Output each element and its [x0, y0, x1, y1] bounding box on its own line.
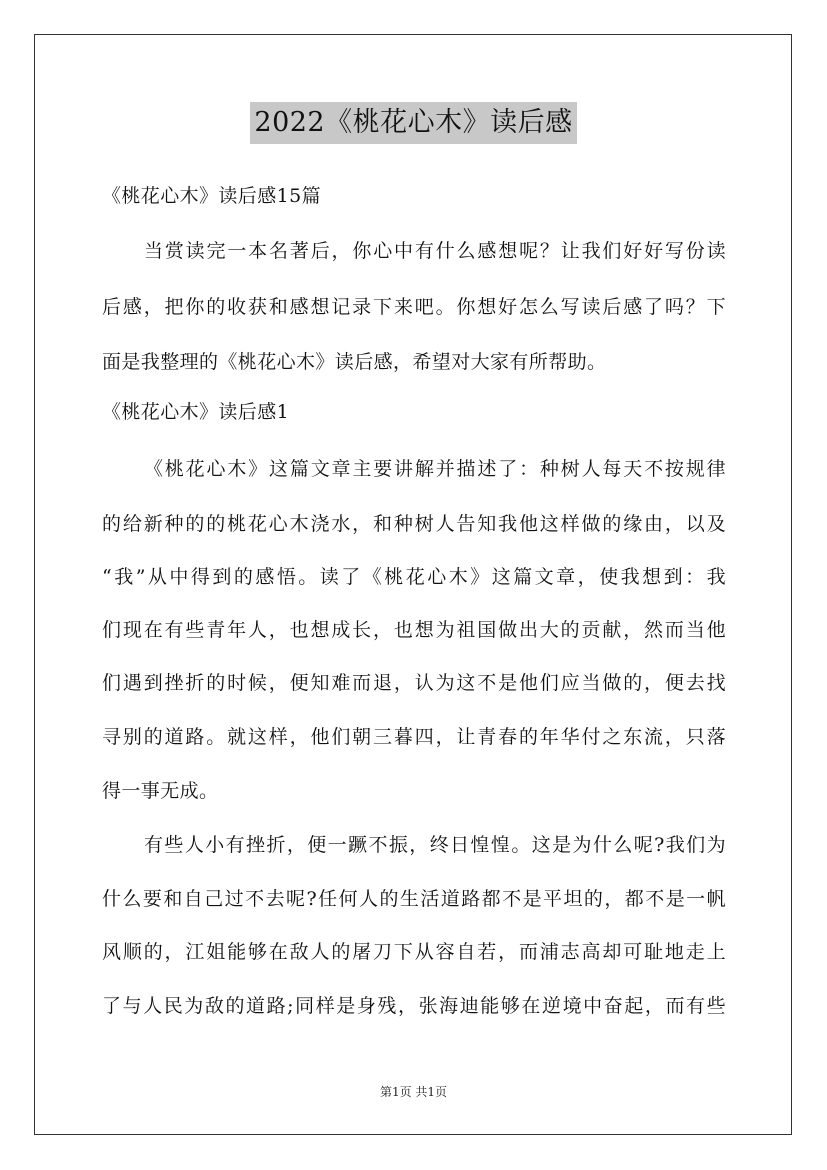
- paragraph1-line-6: 寻别的道路。就这样，他们朝三暮四，让青春的年华付之东流，只落: [102, 726, 726, 748]
- document-title: 2022《桃花心木》读后感: [250, 102, 576, 144]
- paragraph1-line-5: 们遇到挫折的时候，便知难而退，认为这不是他们应当做的，便去找: [102, 672, 726, 694]
- paragraph2-line-4: 了与人民为敌的道路;同样是身残，张海迪能够在逆境中奋起，而有些: [102, 995, 726, 1017]
- paragraph1-line-2: 的给新种的的桃花心木浇水，和种树人告知我他这样做的缘由，以及: [102, 513, 726, 535]
- section-heading: 《桃花心木》读后感1: [102, 401, 290, 423]
- paragraph2-line-1: 有些人小有挫折，便一蹶不振，终日惶惶。这是为什么呢?我们为: [144, 834, 726, 856]
- paragraph1-line-1: 《桃花心木》这篇文章主要讲解并描述了：种树人每天不按规律: [144, 458, 726, 480]
- page-footer: 第1页 共1页: [379, 1085, 448, 1099]
- paragraph1-line-7: 得一事无成。: [102, 780, 219, 802]
- intro-line-1: 当赏读完一本名著后，你心中有什么感想呢？让我们好好写份读: [144, 240, 726, 262]
- document-subtitle: 《桃花心木》读后感15篇: [102, 185, 321, 207]
- paragraph2-line-3: 风顺的，江姐能够在敌人的屠刀下从容自若，而浦志高却可耻地走上: [102, 941, 726, 963]
- paragraph1-line-4: 们现在有些青年人，也想成长，也想为祖国做出大的贡献，然而当他: [102, 619, 726, 641]
- paragraph1-line-3: “我”从中得到的感悟。读了《桃花心木》这篇文章，使我想到：我: [102, 566, 726, 588]
- paragraph2-line-2: 什么要和自己过不去呢?任何人的生活道路都不是平坦的，都不是一帆: [102, 888, 726, 910]
- title-container: [0, 102, 827, 144]
- intro-line-2: 后感，把你的收获和感想记录下来吧。你想好怎么写读后感了吗？下: [102, 296, 726, 318]
- intro-line-3: 面是我整理的《桃花心木》读后感，希望对大家有所帮助。: [102, 351, 607, 373]
